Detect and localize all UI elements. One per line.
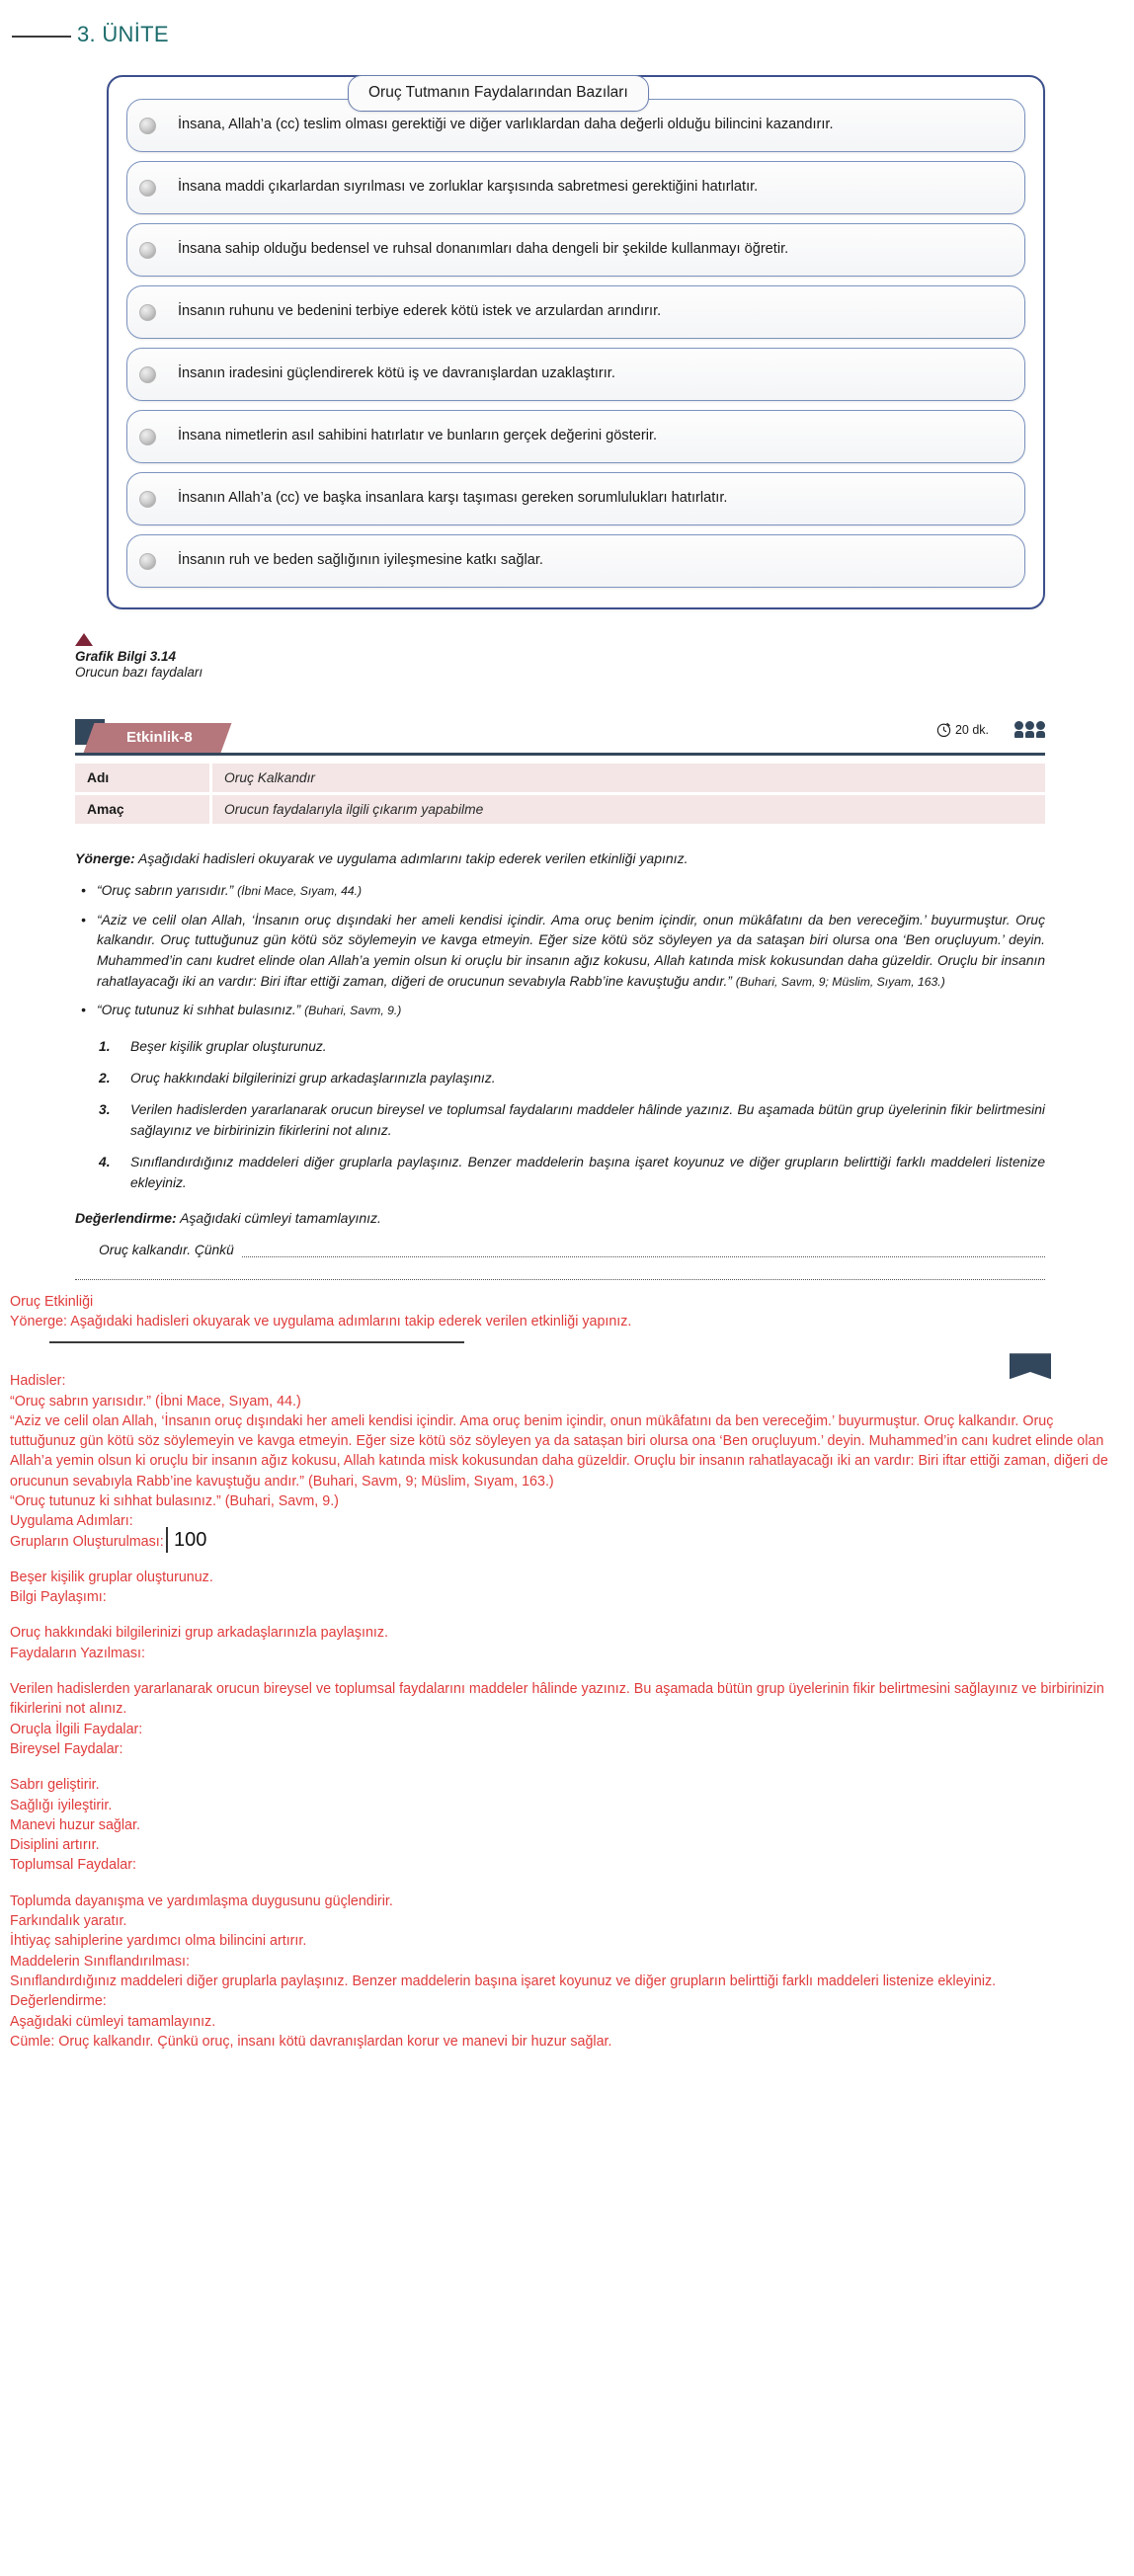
red-hadith-2: “Aziz ve celil olan Allah, ‘İnsanın oruç dışındaki her ameli kendisi içindir. Ama oruç benim içindir, onun mükâfatını da ben vereceğim.’ buyurmuştur. Oruç kalkandır. Oruç tuttuğunuz gün kötü söz söylemeyin ve kavga etmeyin. Eğer size kötü söz söyleyen ya da satașan biri olursa ona ‘Ben oruçluyum.’ deyin. Muhammed’in canı kudret elinde olan Allah’a yemin olsun ki oruçlu bir insanın ağız kokusu, Allah katında misk kokusundan daha güzeldir. Oruçlu bir insanın rahatlayacağı iki an vardır: Biri iftar ettiği zaman, diğeri de orucunun sevabıyla Rabb’ine kavuştuğu andır.” (Buhari, Savm, 9; Müslim, Sıyam, 163.) [10, 1412, 1108, 1489]
red-bilgi-label: Bilgi Paylaşımı: [10, 1589, 107, 1606]
table-value-cell: Oruç Kalkandır [211, 764, 1046, 794]
hadith-text: “Oruç sabrın yarısıdır.” [97, 883, 234, 898]
hadith-source: (Buhari, Savm, 9; Müslim, Sıyam, 163.) [735, 974, 945, 989]
unit-rule-divider [12, 36, 71, 38]
fact-text: İnsanın iradesini güçlendirerek kötü iş ve davranışlardan uzaklaştırır. [178, 365, 615, 382]
fill-in-prompt: Oruç kalkandır. Çünkü [99, 1242, 234, 1257]
text-cursor-icon [166, 1527, 168, 1553]
red-uygulama-label: Uygulama Adımları: [10, 1513, 133, 1530]
fact-text: İnsanın ruh ve beden sağlığının iyileşmesine katkı sağlar. [178, 552, 543, 569]
red-maddelerin-label: Maddelerin Sınıflandırılması: [10, 1953, 190, 1970]
red-toplumsal-label: Toplumsal Faydalar: [10, 1857, 136, 1874]
red-degerlendirme-text: Aşağıdaki cümleyi tamamlayınız. [10, 2013, 216, 2030]
red-hadisler-label: Hadisler: [10, 1373, 66, 1390]
unit-header [0, 0, 1134, 55]
clock-icon [935, 721, 952, 738]
fact-row [126, 348, 1025, 401]
red-bireysel-item: Manevi huzur sağlar. [10, 1816, 140, 1833]
evaluation-label: Değerlendirme: [75, 1209, 177, 1226]
red-answer-notes [10, 1292, 1122, 2053]
evaluation-text: Aşağıdaki cümleyi tamamlayınız. [176, 1209, 381, 1226]
red-cumle: Cümle: Oruç kalkandır. Çünkü oruç, insanı kötü davranışlardan korur ve manevi bir huzur sağlar. [10, 2033, 612, 2050]
activity-duration-label: 20 dk. [954, 722, 989, 737]
bullet-dot-icon [139, 491, 156, 508]
fact-text: İnsana maddi çıkarlardan sıyrılması ve zorluklar karşısında sabretmesi gerektiğini hatırlatır. [178, 179, 759, 196]
evaluation-line [75, 1208, 1045, 1229]
red-toplumsal-item: Farkındalık yaratır. [10, 1913, 127, 1930]
fact-row [126, 410, 1025, 463]
benefits-diagram [0, 75, 1134, 619]
fact-row [126, 223, 1025, 277]
fact-text: İnsanın ruhunu ve bedenini terbiye ederek kötü istek ve arzulardan arındırır. [178, 303, 662, 320]
red-bireysel-item: Disiplini artırır. [10, 1837, 100, 1854]
hadith-text: “Oruç tutunuz ki sıhhat bulasınız.” [97, 1003, 301, 1018]
hadith-text: “Aziz ve celil olan Allah, ‘İnsanın oruç dışındaki her ameli kendisi içindir. Ama oruç benim içindir, onun mükâfatını da ben vereceğim.’ buyurmuştur. Oruç kalkandır. Oruç tuttuğunuz gün kötü söz söylemeyin ve kavga etmeyin. Eğer size kötü söz söyleyen ya da sataşan biri olursa ona ‘Ben oruçluyum.’ deyin. Muhammed’in canı kudret elinde olan Allah’a yemin olsun ki oruçlu bir insanın ağız kokusu, Allah katında misk kokusundan daha güzeldir. Oruçlu bir insanın rahatlayacağı iki an vardır: Biri iftar ettiği zaman, diğeri de orucunun sevabıyla Rabb’ine kavuştuğu andır.” [97, 912, 1045, 989]
list-item: Sınıflandırdığınız maddeleri diğer gruplarla paylaşınız. Benzer maddelerin başına işaret koyunuz ve diğer grupların belirttiği farklı maddeleri listenize ekleyiniz. [130, 1155, 1045, 1190]
activity-meta [935, 721, 1045, 738]
group-people-icon [1014, 721, 1045, 738]
activity-badge-label: Etkinlik-8 [126, 729, 193, 746]
instructions-text: Aşağıdaki hadisleri okuyarak ve uygulama adımlarını takip ederek verilen etkinliği yapınız. [134, 850, 688, 866]
red-bireysel-label: Bireysel Faydalar: [10, 1740, 123, 1757]
caption-title: Grafik Bilgi 3.14 [75, 649, 177, 664]
red-maddelerin-text: Sınıflandırdığınız maddeleri diğer gruplarla paylaşınız. Benzer maddelerin başına işaret koyunuz ve diğer grupların belirttiği farklı maddeleri listenize ekleyiniz. [10, 1972, 997, 1989]
activity-steps-list [75, 1037, 1045, 1194]
red-bireysel-item: Sağlığı iyileştirir. [10, 1797, 113, 1813]
red-degerlendirme-label: Değerlendirme: [10, 1993, 107, 2010]
fact-row [126, 285, 1025, 339]
fact-row [126, 534, 1025, 588]
red-gruplarin-label: Grupların Oluşturulması: [10, 1533, 164, 1550]
triangle-marker-icon [75, 633, 93, 646]
list-item: Verilen hadislerden yararlanarak orucun bireysel ve toplumsal faydalarını maddeler hâlinde yazınız. Bu aşamada bütün grup üyelerinin fikir belirtmesini sağlayınız ve birbirinizin fikirlerini not alınız. [130, 1102, 1045, 1139]
instructions-label: Yönerge: [75, 850, 135, 866]
red-yonerge: Yönerge: Aşağıdaki hadisleri okuyarak ve uygulama adımlarını takip ederek verilen etkinliği yapınız. [10, 1313, 632, 1329]
red-bireysel-item: Sabrı geliştirir. [10, 1777, 100, 1794]
activity-rule-divider [75, 753, 1045, 756]
red-faydalarin-text: Verilen hadislerden yararlanarak orucun bireysel ve toplumsal faydalarını maddeler hâlinde yazınız. Bu aşamada bütün grup üyelerinin fikir belirtmesini sağlayınız ve birbirinizin fikirlerini not alınız. [10, 1681, 1104, 1718]
fact-text: İnsana sahip olduğu bedensel ve ruhsal donanımları daha dengeli bir şekilde kullanmayı öğretir. [178, 241, 789, 258]
activity-banner [75, 719, 1045, 753]
table-label-cell: Amaç [75, 794, 211, 826]
red-hadith-1: “Oruç sabrın yarısıdır.” (İbni Mace, Sıyam, 44.) [10, 1393, 301, 1409]
list-item [75, 1001, 1045, 1021]
fill-in-blank-row[interactable] [75, 1241, 1045, 1261]
bullet-dot-icon [139, 242, 156, 259]
red-faydalarin-label: Faydaların Yazılması: [10, 1645, 145, 1661]
fill-in-dotted-line[interactable] [242, 1245, 1045, 1257]
red-section-rule [49, 1341, 464, 1343]
red-orucla-label: Oruçla İlgili Faydalar: [10, 1721, 143, 1737]
bullet-dot-icon [139, 429, 156, 445]
flag-row [10, 1341, 1122, 1371]
hadith-list [75, 881, 1045, 1021]
red-gruplarin-text: Beşer kişilik gruplar oluşturunuz. [10, 1569, 213, 1585]
list-item [75, 911, 1045, 993]
caption-subtitle: Orucun bazı faydaları [75, 665, 203, 680]
diagram-title: Oruç Tutmanın Faydalarından Bazıları [348, 75, 649, 112]
unit-title: 3. ÜNİTE [77, 22, 169, 46]
figure-caption [75, 633, 1134, 680]
list-item: Beşer kişilik gruplar oluşturunuz. [130, 1039, 327, 1055]
bullet-dot-icon [139, 553, 156, 570]
hadith-source: (İbni Mace, Sıyam, 44.) [237, 884, 363, 898]
instructions-line [75, 848, 1045, 869]
list-item: Oruç hakkındaki bilgilerinizi grup arkadaşlarınızla paylaşınız. [130, 1071, 496, 1087]
list-item [75, 881, 1045, 902]
activity-duration [935, 721, 989, 738]
red-title: Oruç Etkinliği [10, 1293, 94, 1310]
fact-text: İnsana nimetlerin asıl sahibini hatırlatır ve bunların gerçek değerini gösterir. [178, 428, 658, 444]
bullet-dot-icon [139, 304, 156, 321]
red-hadith-3: “Oruç tutunuz ki sıhhat bulasınız.” (Buhari, Savm, 9.) [10, 1493, 339, 1509]
fact-text: İnsana, Allah’a (cc) teslim olması gerektiği ve diğer varlıklardan daha değerli olduğu bilincini kazandırır. [178, 117, 834, 133]
page-number [174, 1529, 206, 1552]
bullet-dot-icon [139, 366, 156, 383]
activity-section [75, 719, 1045, 827]
bullet-dot-icon [139, 180, 156, 197]
red-bilgi-text: Oruç hakkındaki bilgilerinizi grup arkadaşlarınızla paylaşınız. [10, 1625, 389, 1642]
hadith-source: (Buhari, Savm, 9.) [304, 1004, 402, 1018]
activity-badge [84, 723, 232, 753]
red-toplumsal-item: İhtiyaç sahiplerine yardımcı olma bilincini artırır. [10, 1933, 307, 1950]
fact-text: İnsanın Allah’a (cc) ve başka insanlara karşı taşıması gereken sorumlulukları hatırlatır. [178, 490, 728, 507]
fact-row [126, 161, 1025, 214]
instructions-block [75, 848, 1045, 1280]
red-toplumsal-item: Toplumda dayanışma ve yardımlaşma duygusunu güçlendirir. [10, 1892, 393, 1909]
table-row [75, 794, 1045, 826]
page-number-label: 100 [174, 1529, 207, 1551]
table-row [75, 764, 1045, 794]
table-label-cell: Adı [75, 764, 211, 794]
activity-table [75, 764, 1045, 827]
fact-row [126, 472, 1025, 525]
fill-in-dotted-line-2[interactable] [75, 1275, 1045, 1280]
table-value-cell: Orucun faydalarıyla ilgili çıkarım yapabilme [211, 794, 1046, 826]
diagram-box [107, 75, 1045, 609]
bullet-dot-icon [139, 118, 156, 134]
